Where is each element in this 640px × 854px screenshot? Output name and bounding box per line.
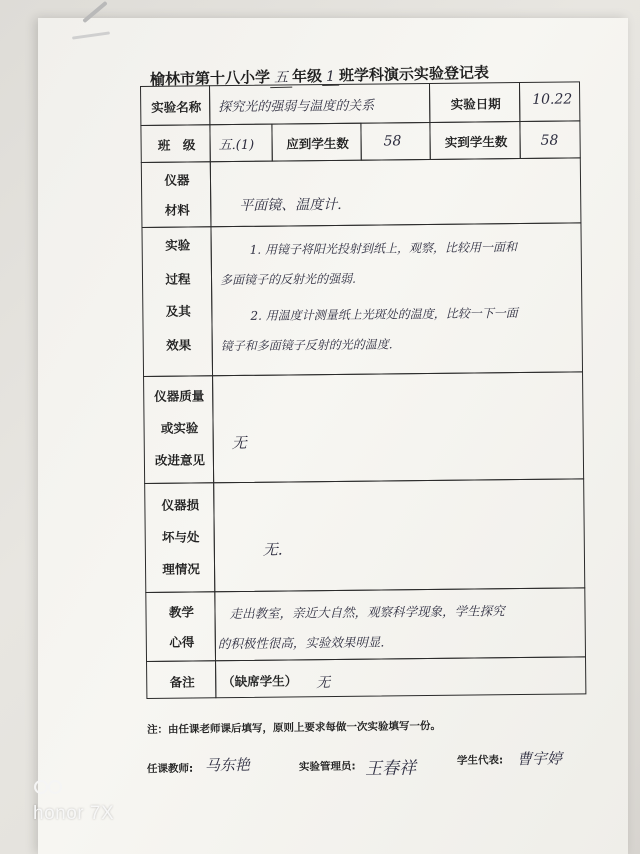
cell-experiment-name-label	[140, 85, 210, 126]
materials-label-2: 材料	[164, 202, 190, 218]
teaching-line-2: 的积极性很高，实验效果明显.	[217, 634, 385, 652]
quality-label-1: 仪器质量	[154, 388, 205, 404]
cell-teaching-value	[214, 587, 586, 661]
cell-process-label	[141, 226, 213, 377]
cell-experiment-date-value	[519, 81, 580, 122]
cell-remarks-value	[215, 656, 586, 698]
expected-students-label: 应到学生数	[286, 135, 349, 152]
process-line-3: 2. 用温度计测量纸上光斑处的温度，比较一下一面	[250, 306, 518, 323]
process-label-1: 实验	[165, 237, 191, 253]
damage-label-3: 理情况	[162, 561, 200, 577]
student-rep-label: 学生代表:	[456, 754, 504, 767]
cell-expected-value	[360, 122, 430, 161]
title-school: 榆林市第十八小学	[149, 68, 271, 89]
registration-table	[140, 81, 586, 706]
damage-label-2: 坏与处	[161, 529, 200, 545]
damage-value: 无.	[262, 540, 283, 559]
footnote: 注：由任课老师课后填写，原则上要求每做一次实验填写一份。	[146, 719, 442, 737]
experiment-date-value: 10.22	[532, 91, 573, 108]
experiment-name-value: 探究光的强弱与温度的关系	[218, 98, 375, 116]
cell-teaching-label	[145, 591, 216, 662]
cell-experiment-name-value	[209, 83, 430, 125]
class-label: 班 级	[157, 137, 196, 153]
cell-remarks-label	[146, 660, 216, 699]
remarks-label: 备注	[169, 674, 195, 690]
actual-students-label: 实到学生数	[444, 134, 508, 150]
cell-quality-label	[143, 375, 214, 484]
process-line-1: 1. 用镜子将阳光投射到纸上，观察，比较用一面和	[249, 240, 518, 257]
teaching-label-2: 心得	[169, 634, 195, 650]
camera-lens-icon	[34, 780, 74, 796]
materials-label-1: 仪器	[164, 172, 190, 188]
cell-class-label	[140, 124, 210, 163]
expected-students-value: 58	[383, 133, 402, 150]
process-label-2: 过程	[165, 271, 191, 287]
cell-materials-label	[141, 161, 212, 228]
cell-actual-value	[519, 120, 580, 159]
process-label-3: 及其	[165, 303, 191, 319]
quality-label-3: 改进意见	[154, 452, 205, 468]
absent-value: 无	[316, 675, 331, 692]
teaching-line-1: 走出教室，亲近大自然，观察科学现象，学生探究	[229, 603, 505, 622]
materials-value: 平面镜、温度计.	[239, 196, 342, 214]
cell-class-value	[209, 124, 272, 163]
title-suffix: 班学科演示实验登记表	[338, 63, 490, 85]
teacher-signature: 马东艳	[204, 755, 251, 775]
cell-expected-label	[271, 123, 361, 162]
cell-process-value	[210, 222, 583, 376]
actual-students-value: 58	[540, 132, 559, 149]
damage-label-1: 仪器损	[161, 497, 200, 513]
process-line-2: 多面镜子的反射光的强弱.	[219, 271, 356, 288]
title-grade-value: 五	[270, 67, 292, 88]
experiment-date-label: 实验日期	[450, 96, 501, 112]
cell-actual-label	[429, 121, 520, 160]
teaching-label-1: 教学	[168, 604, 195, 620]
quality-value: 无	[231, 433, 247, 453]
cell-damage-label	[144, 482, 215, 593]
process-line-4: 镜子和多面镜子反射的光的温度.	[220, 337, 393, 354]
teacher-label: 任课教师:	[146, 762, 194, 776]
camera-watermark: honor 7X	[33, 803, 115, 824]
quality-label-2: 或实验	[160, 420, 199, 436]
cell-quality-value	[212, 371, 584, 483]
student-rep-signature: 曹宇婷	[516, 749, 563, 769]
cell-experiment-date-label	[429, 82, 520, 123]
process-label-4: 效果	[166, 337, 192, 353]
class-value: 五.(1)	[218, 137, 255, 154]
title-class-value: 1	[322, 69, 339, 86]
cell-materials-value	[210, 157, 582, 227]
title-grade-label: 年级	[291, 67, 323, 86]
admin-signature: 王春祥	[364, 758, 417, 780]
experiment-name-label: 实验名称	[151, 99, 202, 115]
cell-damage-value	[213, 478, 585, 592]
absent-label: （缺席学生）	[222, 673, 298, 690]
admin-label: 实验管理员:	[298, 760, 356, 774]
